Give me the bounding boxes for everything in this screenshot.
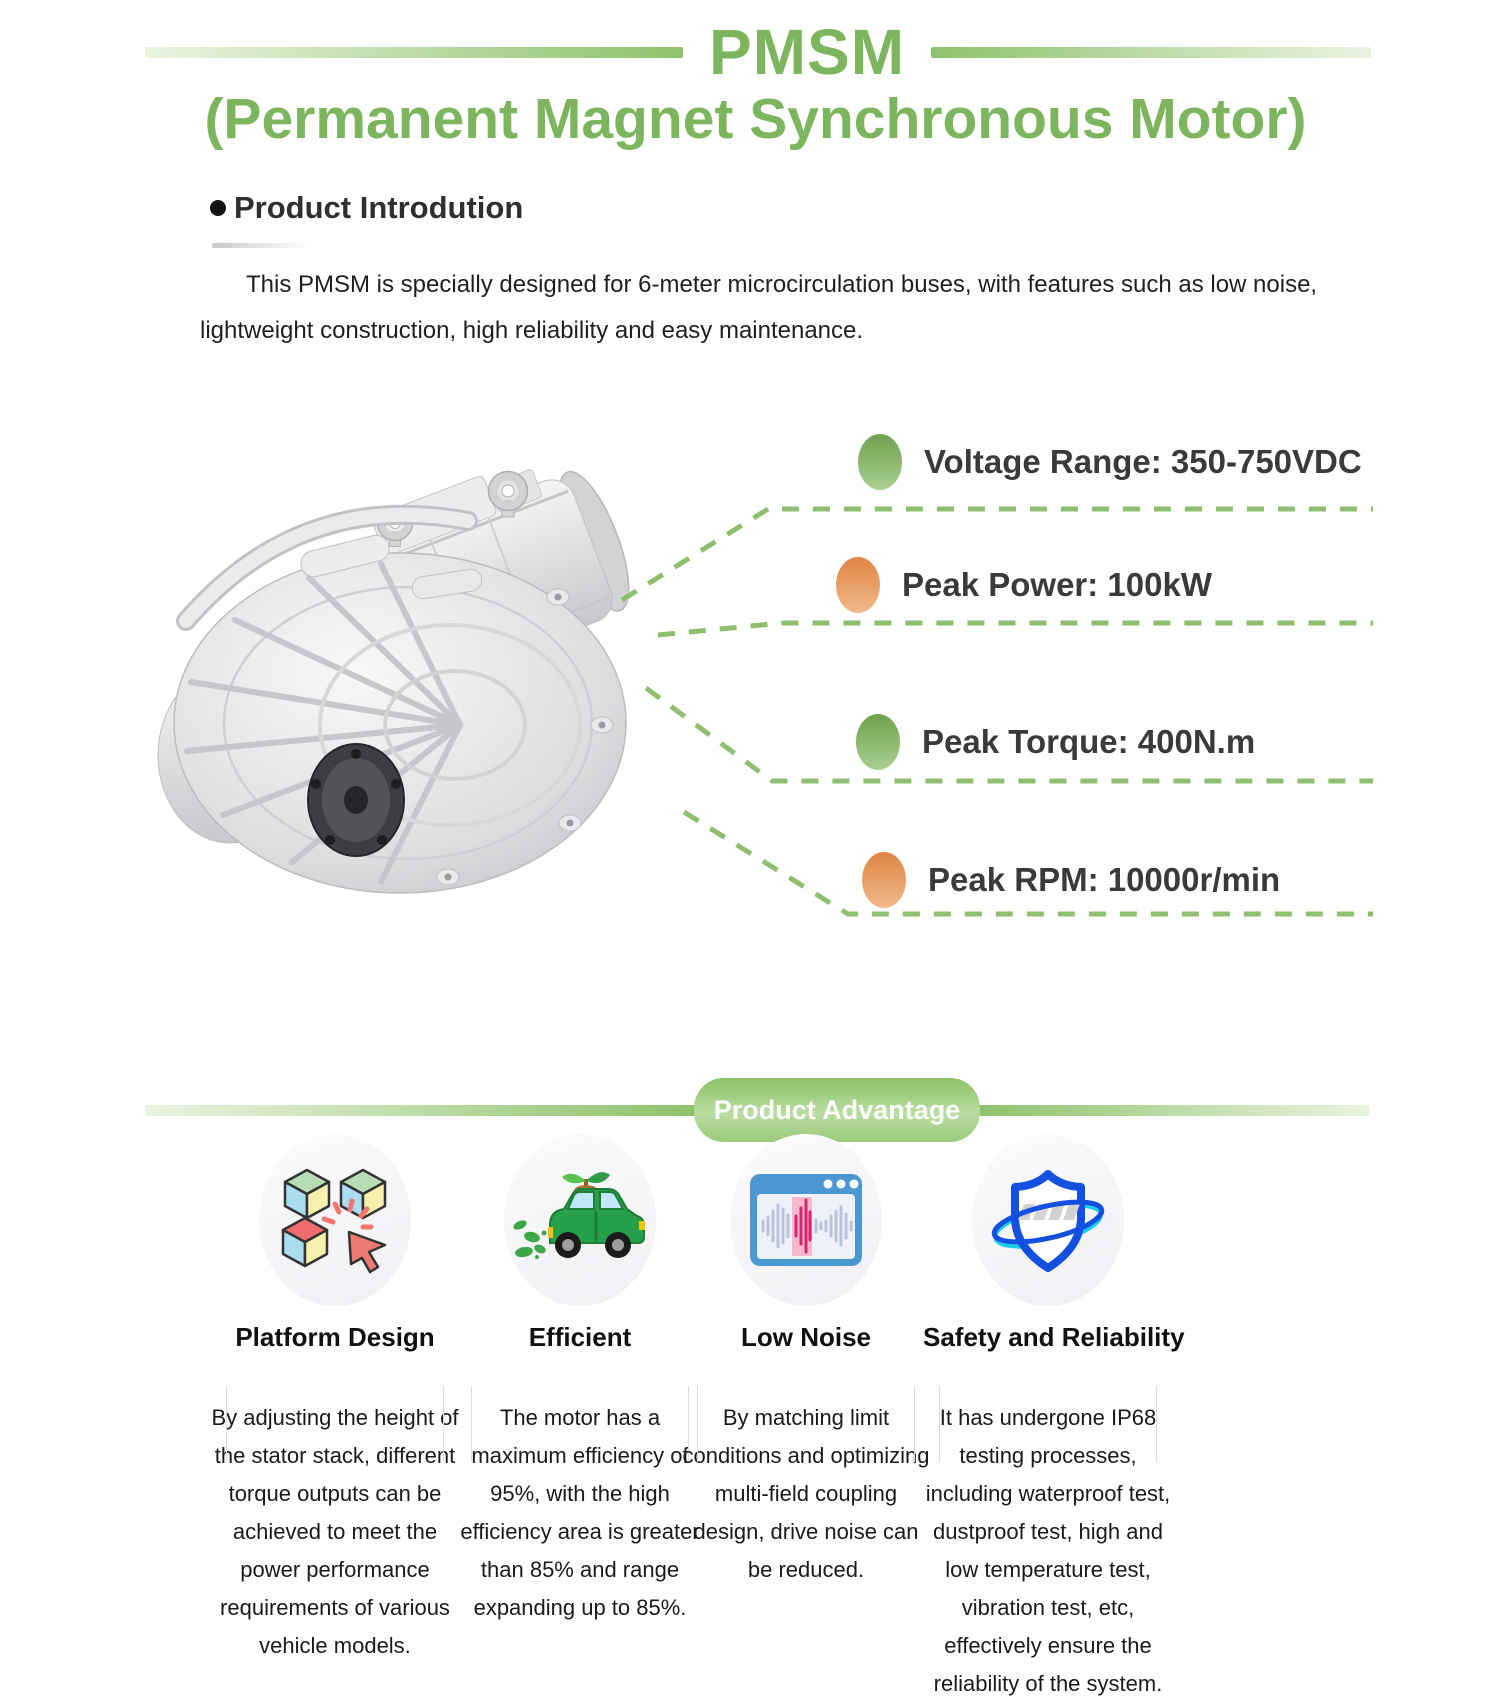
- intro-underline: [212, 243, 312, 248]
- icon-background: [259, 1134, 411, 1306]
- spec-row-peak-rpm: [862, 850, 1280, 910]
- advantage-text: By matching limit conditions and optimizing multi-field coupling design, drive noise can be reduced.: [682, 1405, 930, 1582]
- spec-label: Voltage Range: 350-750VDC: [924, 443, 1362, 480]
- spec-row-peak-power: [836, 555, 1212, 615]
- header: [0, 14, 1511, 90]
- advantage-platform-design: [210, 1134, 460, 1694]
- green-dot-icon: [856, 714, 900, 770]
- spec-label: Peak Power: 100kW: [902, 566, 1212, 603]
- advantage-title: Efficient: [528, 1322, 632, 1352]
- shield-orbit-icon: [988, 1160, 1108, 1280]
- orange-dot-icon: [862, 852, 906, 908]
- bullet-icon: [210, 200, 226, 216]
- advantage-safety-reliability: [923, 1134, 1185, 1696]
- eco-car-icon: [510, 1165, 650, 1275]
- advantage-text: The motor has a maximum efficiency of 95%, with the high efficiency area is greater than 85% and range expanding up to 85%.: [460, 1405, 700, 1620]
- advantage-line-left: [145, 1105, 695, 1116]
- page-title: PMSM: [709, 16, 905, 88]
- advantage-text: It has undergone IP68 testing processes, including waterproof test, dustproof test, high and low temperature test, vibration test, etc, effectively ensure the reliability of the system.: [925, 1405, 1171, 1696]
- isometric-cubes-cursor-icon: [275, 1160, 395, 1280]
- icon-background: [972, 1134, 1124, 1306]
- motor-product-image: [150, 425, 640, 895]
- green-dot-icon: [858, 434, 902, 490]
- spec-label: Peak RPM: 10000r/min: [928, 861, 1281, 898]
- advantage-banner: Product Advantage: [694, 1078, 980, 1142]
- title-line-left: [145, 47, 683, 58]
- intro-heading-label: Product Introdution: [234, 190, 524, 225]
- page-subtitle: (Permanent Magnet Synchronous Motor): [204, 87, 1307, 151]
- advantage-efficient: [455, 1134, 705, 1694]
- title-line-right: [931, 47, 1371, 58]
- advantage-title: Safety and Reliability: [923, 1322, 1185, 1352]
- spec-label: Peak Torque: 400N.m: [922, 723, 1256, 760]
- intro-paragraph: This PMSM is specially designed for 6-meter microcirculation buses, with features such as low noise, lightweight construction, high reliability and easy maintenance.: [200, 271, 1318, 344]
- spec-row-peak-torque: [856, 712, 1255, 772]
- icon-background: [730, 1134, 882, 1306]
- advantage-text: By adjusting the height of the stator stack, different torque outputs can be achieved to meet the power performance requirements of various vehicle models.: [211, 1405, 459, 1658]
- icon-background: [504, 1134, 656, 1306]
- spec-row-voltage: [858, 432, 1362, 492]
- advantage-title: Platform Design: [235, 1322, 435, 1352]
- waveform-window-icon: [746, 1170, 866, 1270]
- advantage-line-right: [978, 1105, 1370, 1116]
- intro-heading: [210, 190, 523, 226]
- orange-dot-icon: [836, 557, 880, 613]
- advantage-low-noise: [681, 1134, 931, 1694]
- advantage-title: Low Noise: [740, 1322, 871, 1352]
